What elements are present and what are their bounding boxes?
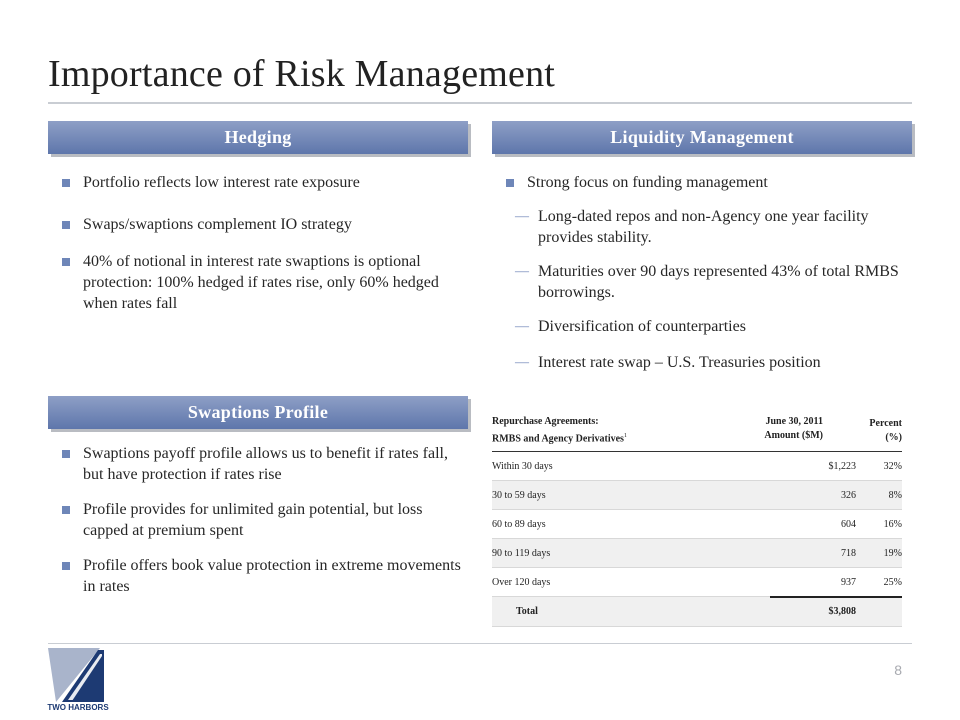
page-title: Importance of Risk Management: [48, 53, 556, 95]
square-bullet-icon: [62, 562, 70, 570]
swaptions-item: [56, 555, 471, 597]
swaptions-item: [56, 443, 471, 485]
row-percent: 25%: [883, 577, 902, 588]
swaptions-item: [56, 499, 471, 541]
dash-bullet-icon: —: [515, 264, 529, 279]
square-bullet-icon: [62, 450, 70, 458]
table-row: [492, 568, 902, 597]
row-amount: 937: [841, 577, 856, 588]
percent-header-line1: Percent: [869, 418, 902, 429]
liquidity-subitem-text: Long-dated repos and non-Agency one year facility provides stability.: [538, 208, 869, 246]
swaptions-item-text: Profile offers book value protection in extreme movements in rates: [83, 557, 461, 595]
square-bullet-icon: [62, 506, 70, 514]
table-header-label: [492, 415, 627, 446]
swaptions-item-text: Swaptions payoff profile allows us to benefit if rates fall, but have protection if rates rise: [83, 445, 448, 483]
row-percent: 32%: [883, 461, 902, 472]
square-bullet-icon: [506, 179, 514, 187]
liquidity-header-label: Liquidity Management: [610, 127, 794, 147]
table-row: [492, 481, 902, 510]
hedging-item-text: Swaps/swaptions complement IO strategy: [83, 216, 352, 233]
square-bullet-icon: [62, 258, 70, 266]
swaptions-item-text: Profile provides for unlimited gain potential, but loss capped at premium spent: [83, 501, 423, 539]
liquidity-subitem: [500, 261, 915, 303]
hedging-item-text: Portfolio reflects low interest rate exposure: [83, 174, 360, 191]
table-header-line2-text: RMBS and Agency Derivatives: [492, 433, 624, 445]
square-bullet-icon: [62, 179, 70, 187]
row-label: 90 to 119 days: [492, 548, 551, 559]
footnote-marker: 1: [623, 433, 627, 439]
hedging-list: [56, 172, 468, 314]
table-row: [492, 510, 902, 539]
row-amount: 718: [841, 548, 856, 559]
table-row: [492, 539, 902, 568]
row-label: 60 to 89 days: [492, 519, 546, 530]
row-label: 30 to 59 days: [492, 490, 546, 501]
repo-table: [492, 410, 902, 627]
table-header: [492, 410, 902, 452]
footer-divider: [48, 643, 912, 644]
percent-header-line2: (%): [885, 432, 902, 443]
liquidity-header: [492, 121, 912, 154]
row-amount: 326: [841, 490, 856, 501]
hedging-header-label: Hedging: [224, 127, 292, 147]
swaptions-header: [48, 396, 468, 429]
liquidity-subitem-text: Interest rate swap – U.S. Treasuries position: [538, 354, 821, 371]
table-total-row: [492, 597, 902, 627]
dash-bullet-icon: —: [515, 319, 529, 334]
dash-bullet-icon: —: [515, 209, 529, 224]
swaptions-list: [56, 443, 471, 597]
hedging-item: [56, 214, 468, 235]
percent-column-header: [869, 417, 902, 445]
hedging-item-text: 40% of notional in interest rate swaptions is optional protection: 100% hedged if rates rise, only 60% hedged when rates fall: [83, 253, 439, 312]
liquidity-subitem-text: Diversification of counterparties: [538, 318, 746, 335]
company-logo-text: TWO HARBORS: [47, 703, 109, 712]
liquidity-subitem-text: Maturities over 90 days represented 43% of total RMBS borrowings.: [538, 263, 899, 301]
page-number: 8: [894, 662, 902, 678]
amount-header-line1: June 30, 2011: [765, 416, 823, 427]
row-label: Over 120 days: [492, 577, 551, 588]
row-amount: 604: [841, 519, 856, 530]
liquidity-item: [500, 172, 915, 193]
total-amount: $3,808: [828, 606, 856, 617]
square-bullet-icon: [62, 221, 70, 229]
liquidity-section: [500, 172, 915, 373]
title-divider: [48, 102, 912, 104]
liquidity-subitem: [500, 206, 915, 248]
hedging-item: [56, 172, 468, 193]
amount-header-line2: Amount ($M): [764, 430, 823, 441]
total-label: Total: [516, 606, 538, 617]
row-percent: 19%: [883, 548, 902, 559]
table-row: [492, 452, 902, 481]
swaptions-header-label: Swaptions Profile: [187, 402, 329, 422]
table-header-line1: Repurchase Agreements:: [492, 416, 599, 427]
liquidity-item-text: Strong focus on funding management: [527, 174, 768, 191]
row-amount: $1,223: [828, 461, 856, 472]
row-label: Within 30 days: [492, 461, 553, 472]
dash-bullet-icon: —: [515, 355, 529, 370]
hedging-item: [56, 251, 468, 314]
row-percent: 16%: [883, 519, 902, 530]
row-percent: 8%: [888, 490, 902, 501]
table-header-line2: [492, 429, 627, 446]
liquidity-subitem: [500, 316, 915, 337]
liquidity-subitem: [500, 352, 915, 373]
hedging-header: [48, 121, 468, 154]
liquidity-sublist: [500, 206, 915, 373]
total-underline: [770, 596, 902, 598]
